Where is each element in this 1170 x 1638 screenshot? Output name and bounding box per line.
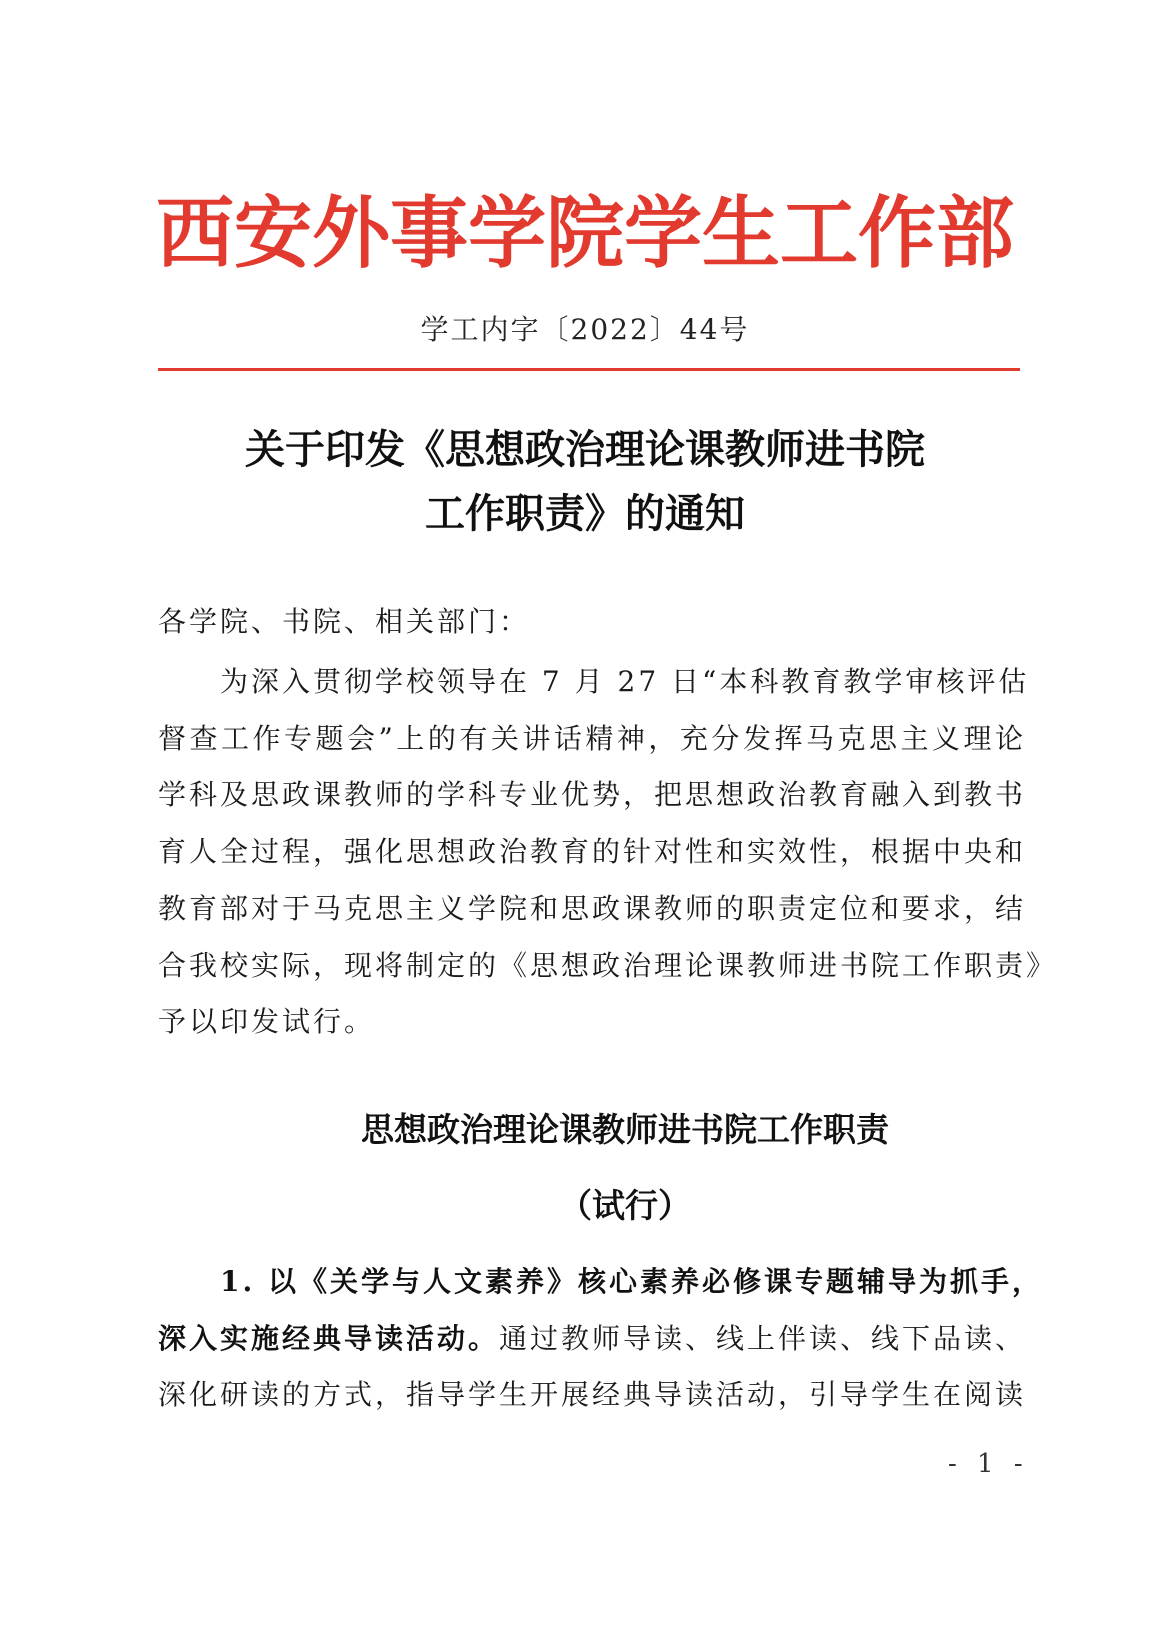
- notice-title-line-1: 关于印发《思想政治理论课教师进书院: [245, 426, 925, 473]
- attachment-title: 思想政治理论课教师进书院工作职责: [361, 1110, 889, 1149]
- page-number: - 1 -: [948, 1449, 1029, 1479]
- body-line: 育人全过程，强化思想政治教育的针对性和实效性，根据中央和: [158, 835, 1027, 869]
- issuing-organization-title: 西安外事学院学生工作部: [155, 189, 1014, 279]
- body-line: 予以印发试行。: [158, 1005, 376, 1039]
- attachment-trial-note: （试行）: [559, 1186, 691, 1225]
- body-line: 为深入贯彻学校领导在 7 月 27 日“本科教育教学审核评估: [158, 665, 1030, 698]
- duty-item-1-text: 通过教师导读、线上伴读、线下品读、: [499, 1321, 1027, 1355]
- body-line: 合我校实际，现将制定的《思想政治理论课教师进书院工作职责》: [158, 948, 1058, 982]
- body-line: 学科及思政课教师的学科专业优势，把思想政治教育融入到教书: [158, 778, 1027, 812]
- notice-title: [0, 418, 1170, 546]
- notice-body: [158, 654, 1058, 1051]
- salutation: 各学院、书院、相关部门：: [158, 605, 531, 638]
- duty-item-1-heading-end: 深入实施经典导读活动。: [158, 1321, 500, 1355]
- body-line: 督查工作专题会”上的有关讲话精神，充分发挥马克思主义理论: [158, 721, 1026, 755]
- body-line: 教育部对于马克思主义学院和思政课教师的职责定位和要求，结: [158, 891, 1027, 925]
- document-number: 学工内字〔2022〕44号: [420, 313, 750, 346]
- duty-item-1-line-2: [158, 1311, 1026, 1368]
- red-divider-line: [158, 368, 1020, 371]
- notice-title-line-2: 工作职责》的通知: [425, 490, 745, 537]
- duty-item-1: [158, 1254, 1043, 1424]
- duty-item-1-heading: 1. 以《关学与人文素养》核心素养必修课专题辅导为抓手，: [158, 1265, 1043, 1298]
- duty-item-1-line-3: 深化研读的方式，指导学生开展经典导读活动，引导学生在阅读: [158, 1378, 1027, 1412]
